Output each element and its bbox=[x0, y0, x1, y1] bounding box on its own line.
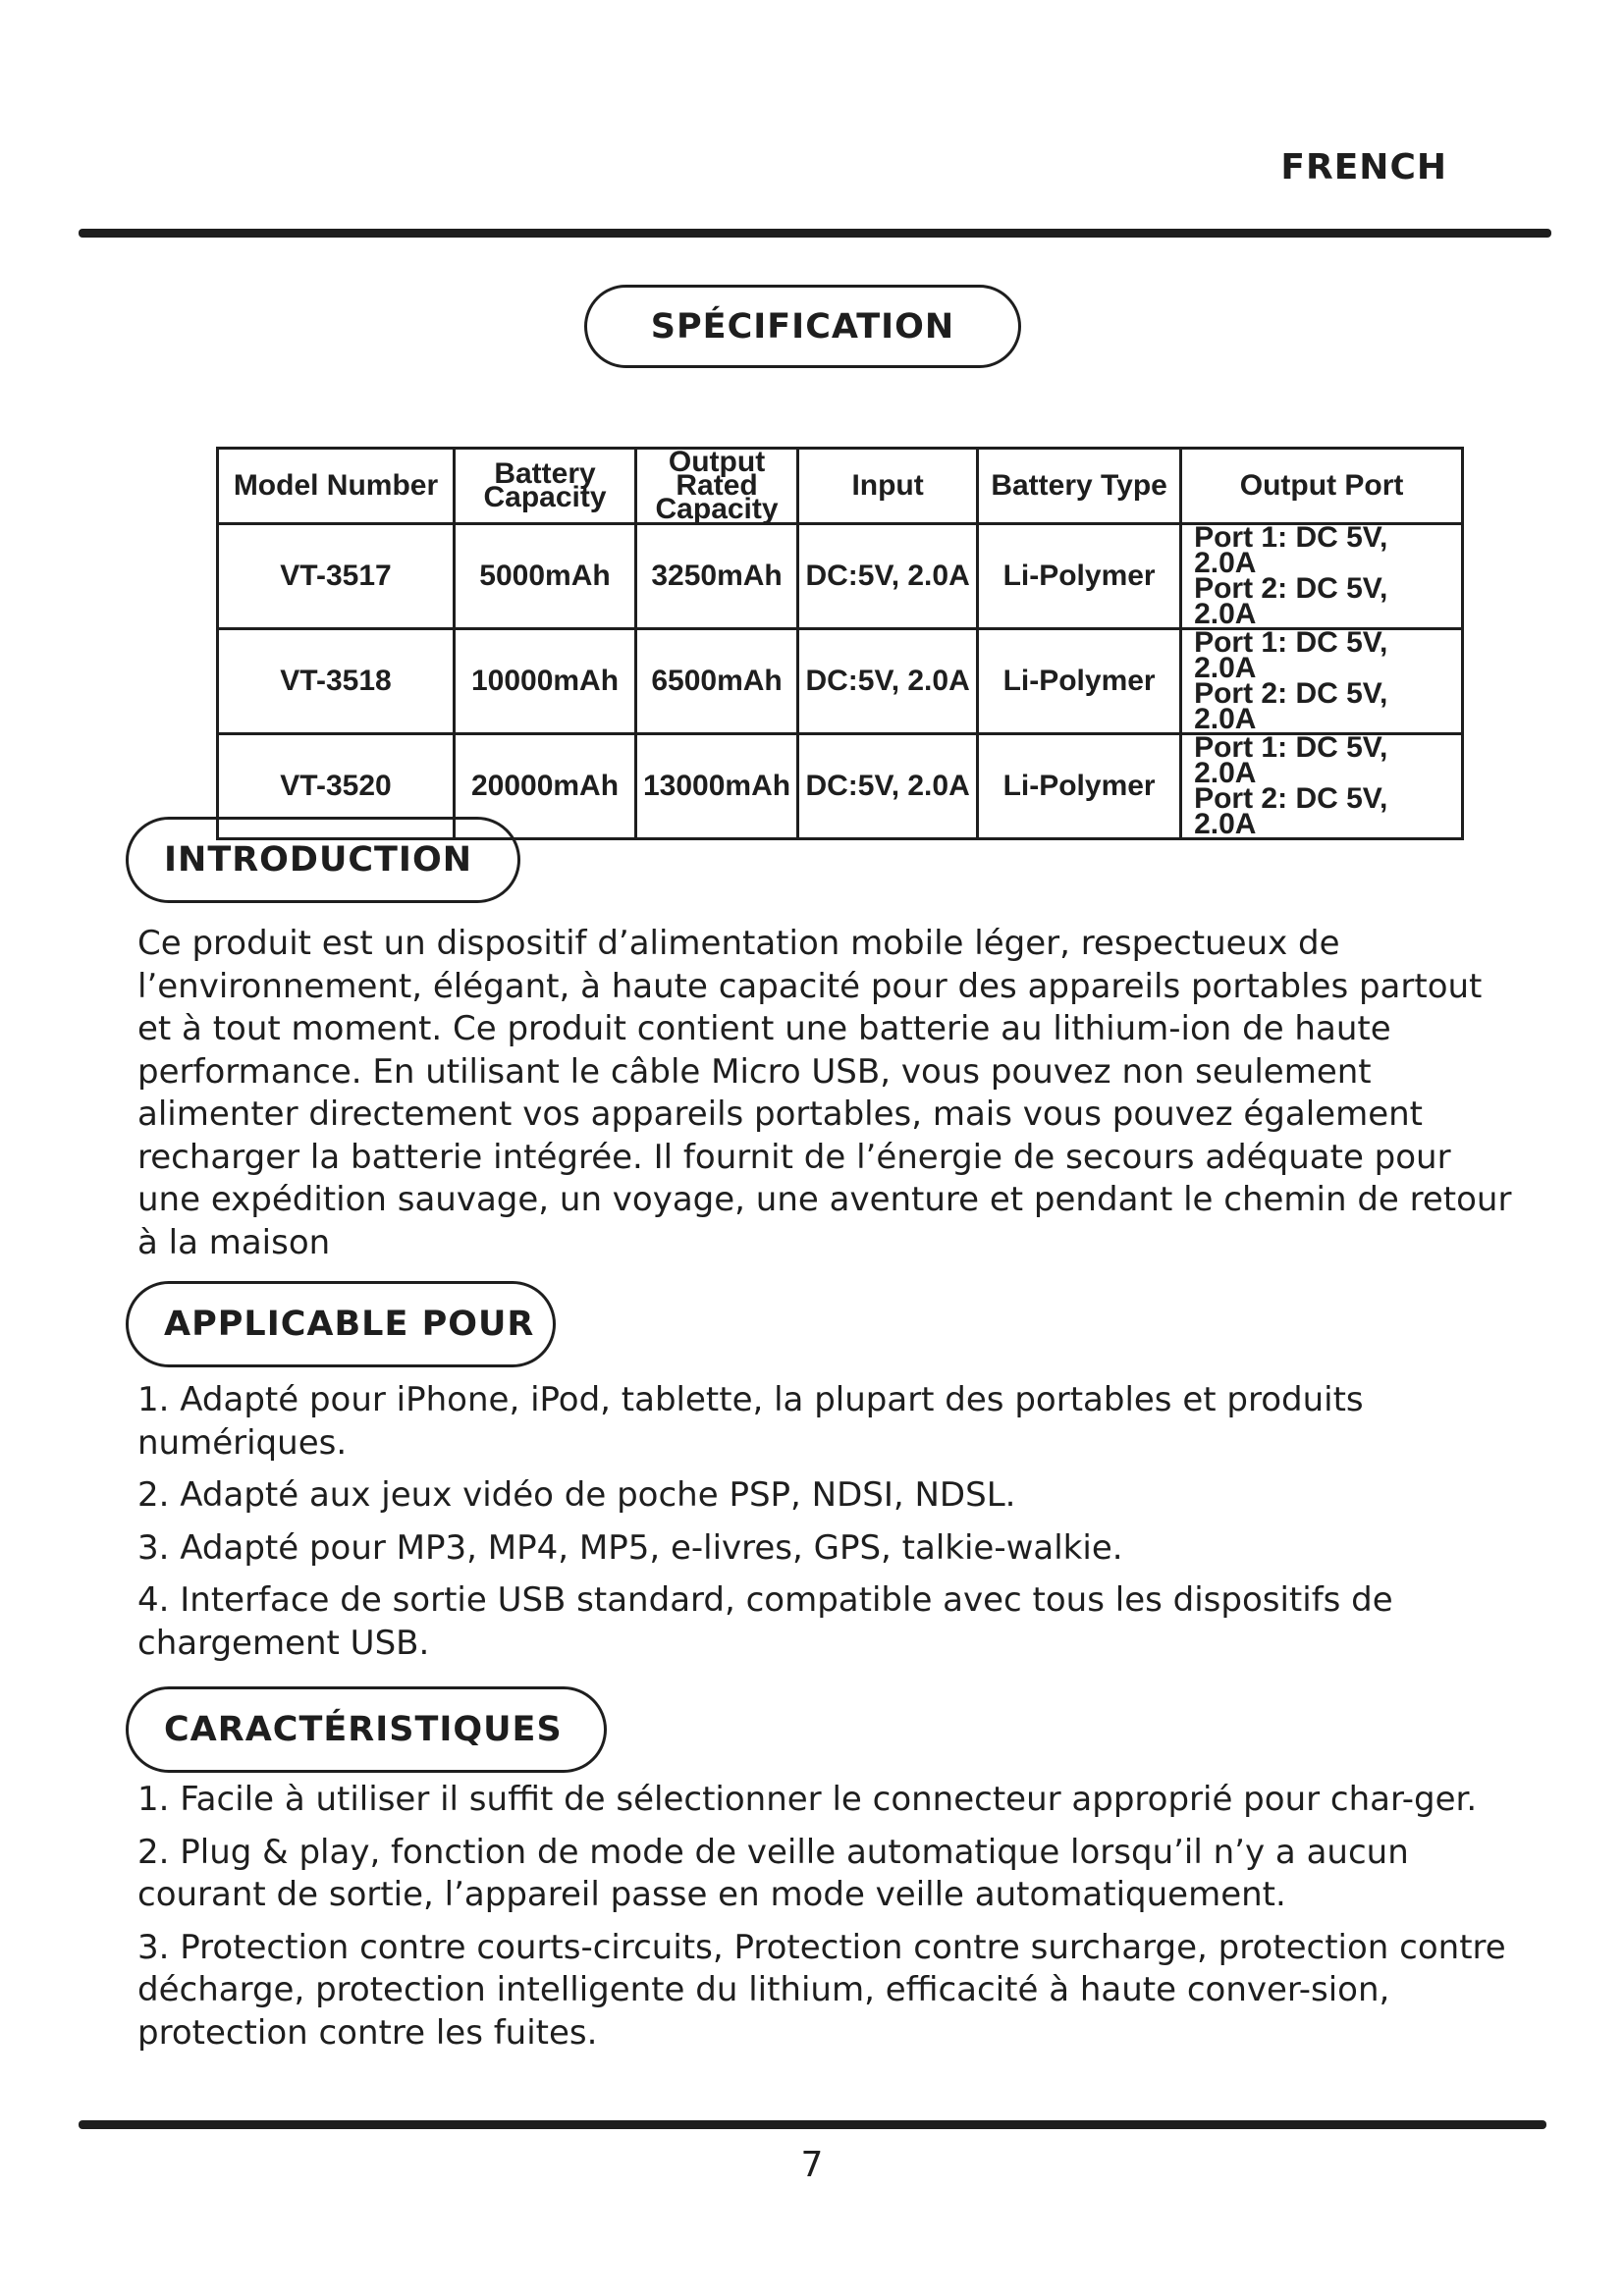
list-item: 4. Interface de sortie USB standard, compatible avec tous les dispositifs de chargement USB. bbox=[137, 1580, 1393, 1663]
table-row bbox=[218, 629, 1463, 734]
cell-output-port bbox=[1181, 521, 1463, 630]
list-item: 2. Plug & play, fonction de mode de veille automatique lorsqu’il n’y a aucun courant de sortie, l’appareil passe en mode veille automatiquement. bbox=[137, 1832, 1409, 1914]
column-header: Battery Type bbox=[978, 449, 1181, 524]
cell-output-rated-capacity: 3250mAh bbox=[636, 524, 798, 629]
cell-battery-type: Li-Polymer bbox=[978, 734, 1181, 839]
list-item: 1. Adapté pour iPhone, iPod, tablette, la plupart des portables et produits numériques. bbox=[137, 1380, 1364, 1463]
introduction-heading: INTRODUCTION bbox=[126, 817, 520, 903]
cell-model: VT-3518 bbox=[218, 629, 455, 734]
output-port-1: Port 1: DC 5V, 2.0A bbox=[1194, 731, 1388, 789]
output-port-1: Port 1: DC 5V, 2.0A bbox=[1194, 626, 1388, 684]
cell-battery-type: Li-Polymer bbox=[978, 524, 1181, 629]
list-item: 2. Adapté aux jeux vidéo de poche PSP, NDSI, NDSL. bbox=[137, 1475, 1016, 1515]
cell-output-port bbox=[1181, 626, 1463, 735]
output-port-2: Port 2: DC 5V, 2.0A bbox=[1194, 572, 1388, 630]
output-port-2: Port 2: DC 5V, 2.0A bbox=[1194, 782, 1388, 840]
specification-heading: SPÉCIFICATION bbox=[584, 285, 1021, 368]
applicable-heading: APPLICABLE POUR bbox=[126, 1281, 556, 1367]
top-divider bbox=[79, 229, 1551, 238]
output-port-1: Port 1: DC 5V, 2.0A bbox=[1194, 521, 1388, 579]
cell-model: VT-3520 bbox=[218, 734, 455, 839]
cell-input: DC:5V, 2.0A bbox=[798, 629, 978, 734]
cell-output-rated-capacity: 13000mAh bbox=[636, 734, 798, 839]
introduction-text: Ce produit est un dispositif d’alimentation mobile léger, respectueux de l’environnement, élégant, à haute capacité pour des appareils portables partout et à tout moment. Ce produit contient une batterie au lithium-ion de haute performance. En utilisant le câble Micro USB, vous pouvez non seulement alimenter directement vos appareils portables, mais vous pouvez également recharger la batterie intégrée. Il fournit de l’énergie de secours adéquate pour une expédition sauvage, un voyage, une aventure et pendant le chemin de retour à la maison bbox=[137, 924, 1512, 1262]
cell-battery-capacity: 20000mAh bbox=[455, 734, 636, 839]
page-number: 7 bbox=[800, 2145, 824, 2185]
specification-table bbox=[216, 447, 1464, 840]
output-port-2: Port 2: DC 5V, 2.0A bbox=[1194, 677, 1388, 735]
cell-battery-capacity: 5000mAh bbox=[455, 524, 636, 629]
features-heading: CARACTÉRISTIQUES bbox=[126, 1686, 607, 1773]
cell-input: DC:5V, 2.0A bbox=[798, 734, 978, 839]
cell-output-port bbox=[1181, 731, 1463, 840]
language-label: FRENCH bbox=[1280, 147, 1447, 187]
column-header: Input bbox=[798, 449, 978, 524]
cell-input: DC:5V, 2.0A bbox=[798, 524, 978, 629]
column-header: Output Port bbox=[1181, 449, 1463, 524]
list-item: 3. Protection contre courts-circuits, Protection contre surcharge, protection contre décharge, protection intelligente du lithium, efficacité à haute conver-sion, protection contre les fuites. bbox=[137, 1927, 1506, 2053]
column-header: Model Number bbox=[218, 449, 455, 524]
applicable-list bbox=[137, 1379, 1512, 1675]
cell-model: VT-3517 bbox=[218, 524, 455, 629]
cell-battery-capacity: 10000mAh bbox=[455, 629, 636, 734]
list-item: 3. Adapté pour MP3, MP4, MP5, e-livres, GPS, talkie-walkie. bbox=[137, 1527, 1123, 1568]
cell-battery-type: Li-Polymer bbox=[978, 629, 1181, 734]
column-header: Output Rated Capacity bbox=[636, 449, 798, 524]
column-header: Battery Capacity bbox=[455, 449, 636, 524]
features-list bbox=[137, 1779, 1512, 2064]
bottom-divider bbox=[79, 2120, 1546, 2129]
cell-output-rated-capacity: 6500mAh bbox=[636, 629, 798, 734]
table-header-row bbox=[218, 449, 1463, 524]
table-row bbox=[218, 524, 1463, 629]
list-item: 1. Facile à utiliser il suffit de sélectionner le connecteur approprié pour char-ger. bbox=[137, 1780, 1478, 1819]
